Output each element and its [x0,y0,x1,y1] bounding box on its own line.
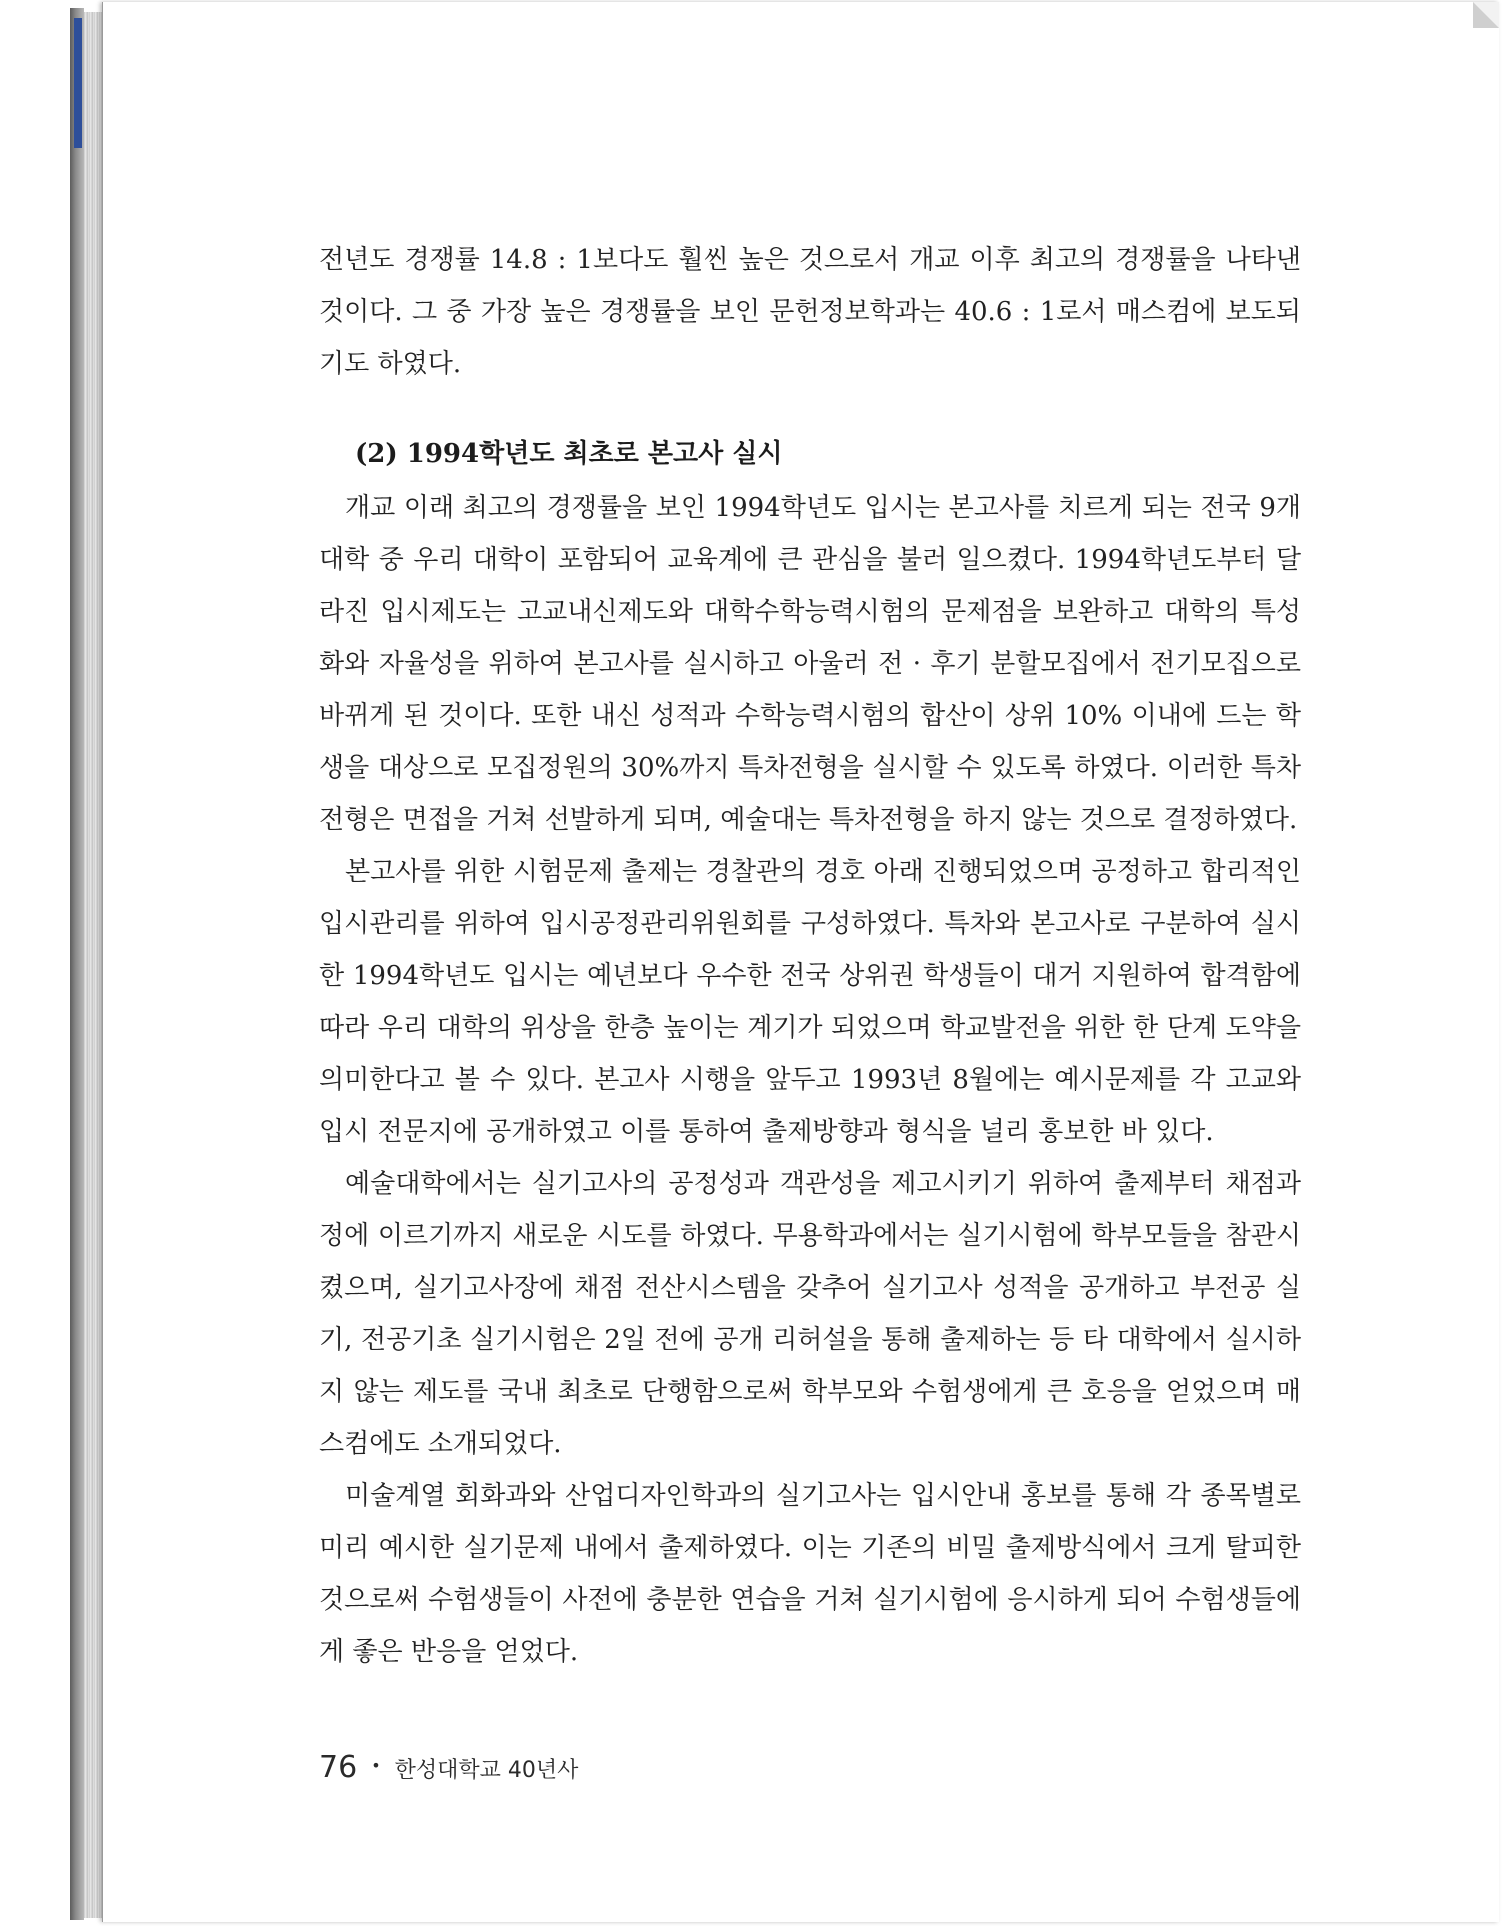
paragraph: 본고사를 위한 시험문제 출제는 경찰관의 경호 아래 진행되었으며 공정하고 합리적인 입시관리를 위하여 입시공정관리위원회를 구성하였다. 특차와 본고사로 구분하여 실시한 1994학년도 입시는 예년보다 우수한 전국 상위권 학생들이 대거 지원하여 합격함에 따라 우리 대학의 위상을 한층 높이는 계기가 되었으며 학교발전을 위한 한 단계 도약을 의미한다고 볼 수 있다. 본고사 시행을 앞두고 1993년 8월에는 예시문제를 각 고교와 입시 전문지에 공개하였고 이를 통하여 출제방향과 형식을 널리 홍보한 바 있다. [319,857,1301,1147]
book-spine-edge [70,8,84,1920]
page-corner-fold [1473,2,1499,28]
section-heading: (2) 1994학년도 최초로 본고사 실시 [355,439,783,469]
paragraph: 미술계열 회화과와 산업디자인학과의 실기고사는 입시안내 홍보를 통해 각 종목별로 미리 예시한 실기문제 내에서 출제하였다. 이는 기존의 비밀 출제방식에서 크게 탈피한 것으로써 수험생들이 사전에 충분한 연습을 거쳐 실기시험에 응시하게 되어 수험생들에게 좋은 반응을 얻었다. [319,1481,1301,1667]
paragraph: 개교 이래 최고의 경쟁률을 보인 1994학년도 입시는 본고사를 치르게 되는 전국 9개 대학 중 우리 대학이 포함되어 교육계에 큰 관심을 불러 일으켰다. 1994학년도부터 달라진 입시제도는 고교내신제도와 대학수학능력시험의 문제점을 보완하고 대학의 특성화와 자율성을 위하여 본고사를 실시하고 아울러 전 · 후기 분할모집에서 전기모집으로 바뀌게 된 것이다. 또한 내신 성적과 수학능력시험의 합산이 상위 10% 이내에 드는 학생을 대상으로 모집정원의 30%까지 특차전형을 실시할 수 있도록 하였다. 이러한 특차전형은 면접을 거쳐 선발하게 되며, 예술대는 특차전형을 하지 않는 것으로 결정하였다. [319,493,1301,835]
bookmark-ribbon [74,18,82,148]
document-page [102,2,1499,1922]
paragraph: 예술대학에서는 실기고사의 공정성과 객관성을 제고시키기 위하여 출제부터 채점과정에 이르기까지 새로운 시도를 하였다. 무용학과에서는 실기시험에 학부모들을 참관시켰으며, 실기고사장에 채점 전산시스템을 갖추어 실기고사 성적을 공개하고 부전공 실기, 전공기초 실기시험은 2일 전에 공개 리허설을 통해 출제하는 등 타 대학에서 실시하지 않는 제도를 국내 최초로 단행함으로써 학부모와 수험생에게 큰 호응을 얻었으며 매스컴에도 소개되었다. [319,1169,1301,1459]
page-body [319,234,1301,1678]
page-number: 76 [319,1750,358,1785]
page-footer [319,1750,578,1785]
footer-bullet: • [371,1756,381,1775]
page-stack-edge [84,12,104,1918]
running-title: 한성대학교 40년사 [394,1758,579,1783]
paragraph-continued: 전년도 경쟁률 14.8 : 1보다도 훨씬 높은 것으로서 개교 이후 최고의 경쟁률을 나타낸 것이다. 그 중 가장 높은 경쟁률을 보인 문헌정보학과는 40.6 : 1로서 매스컴에 보도되기도 하였다. [319,245,1301,379]
